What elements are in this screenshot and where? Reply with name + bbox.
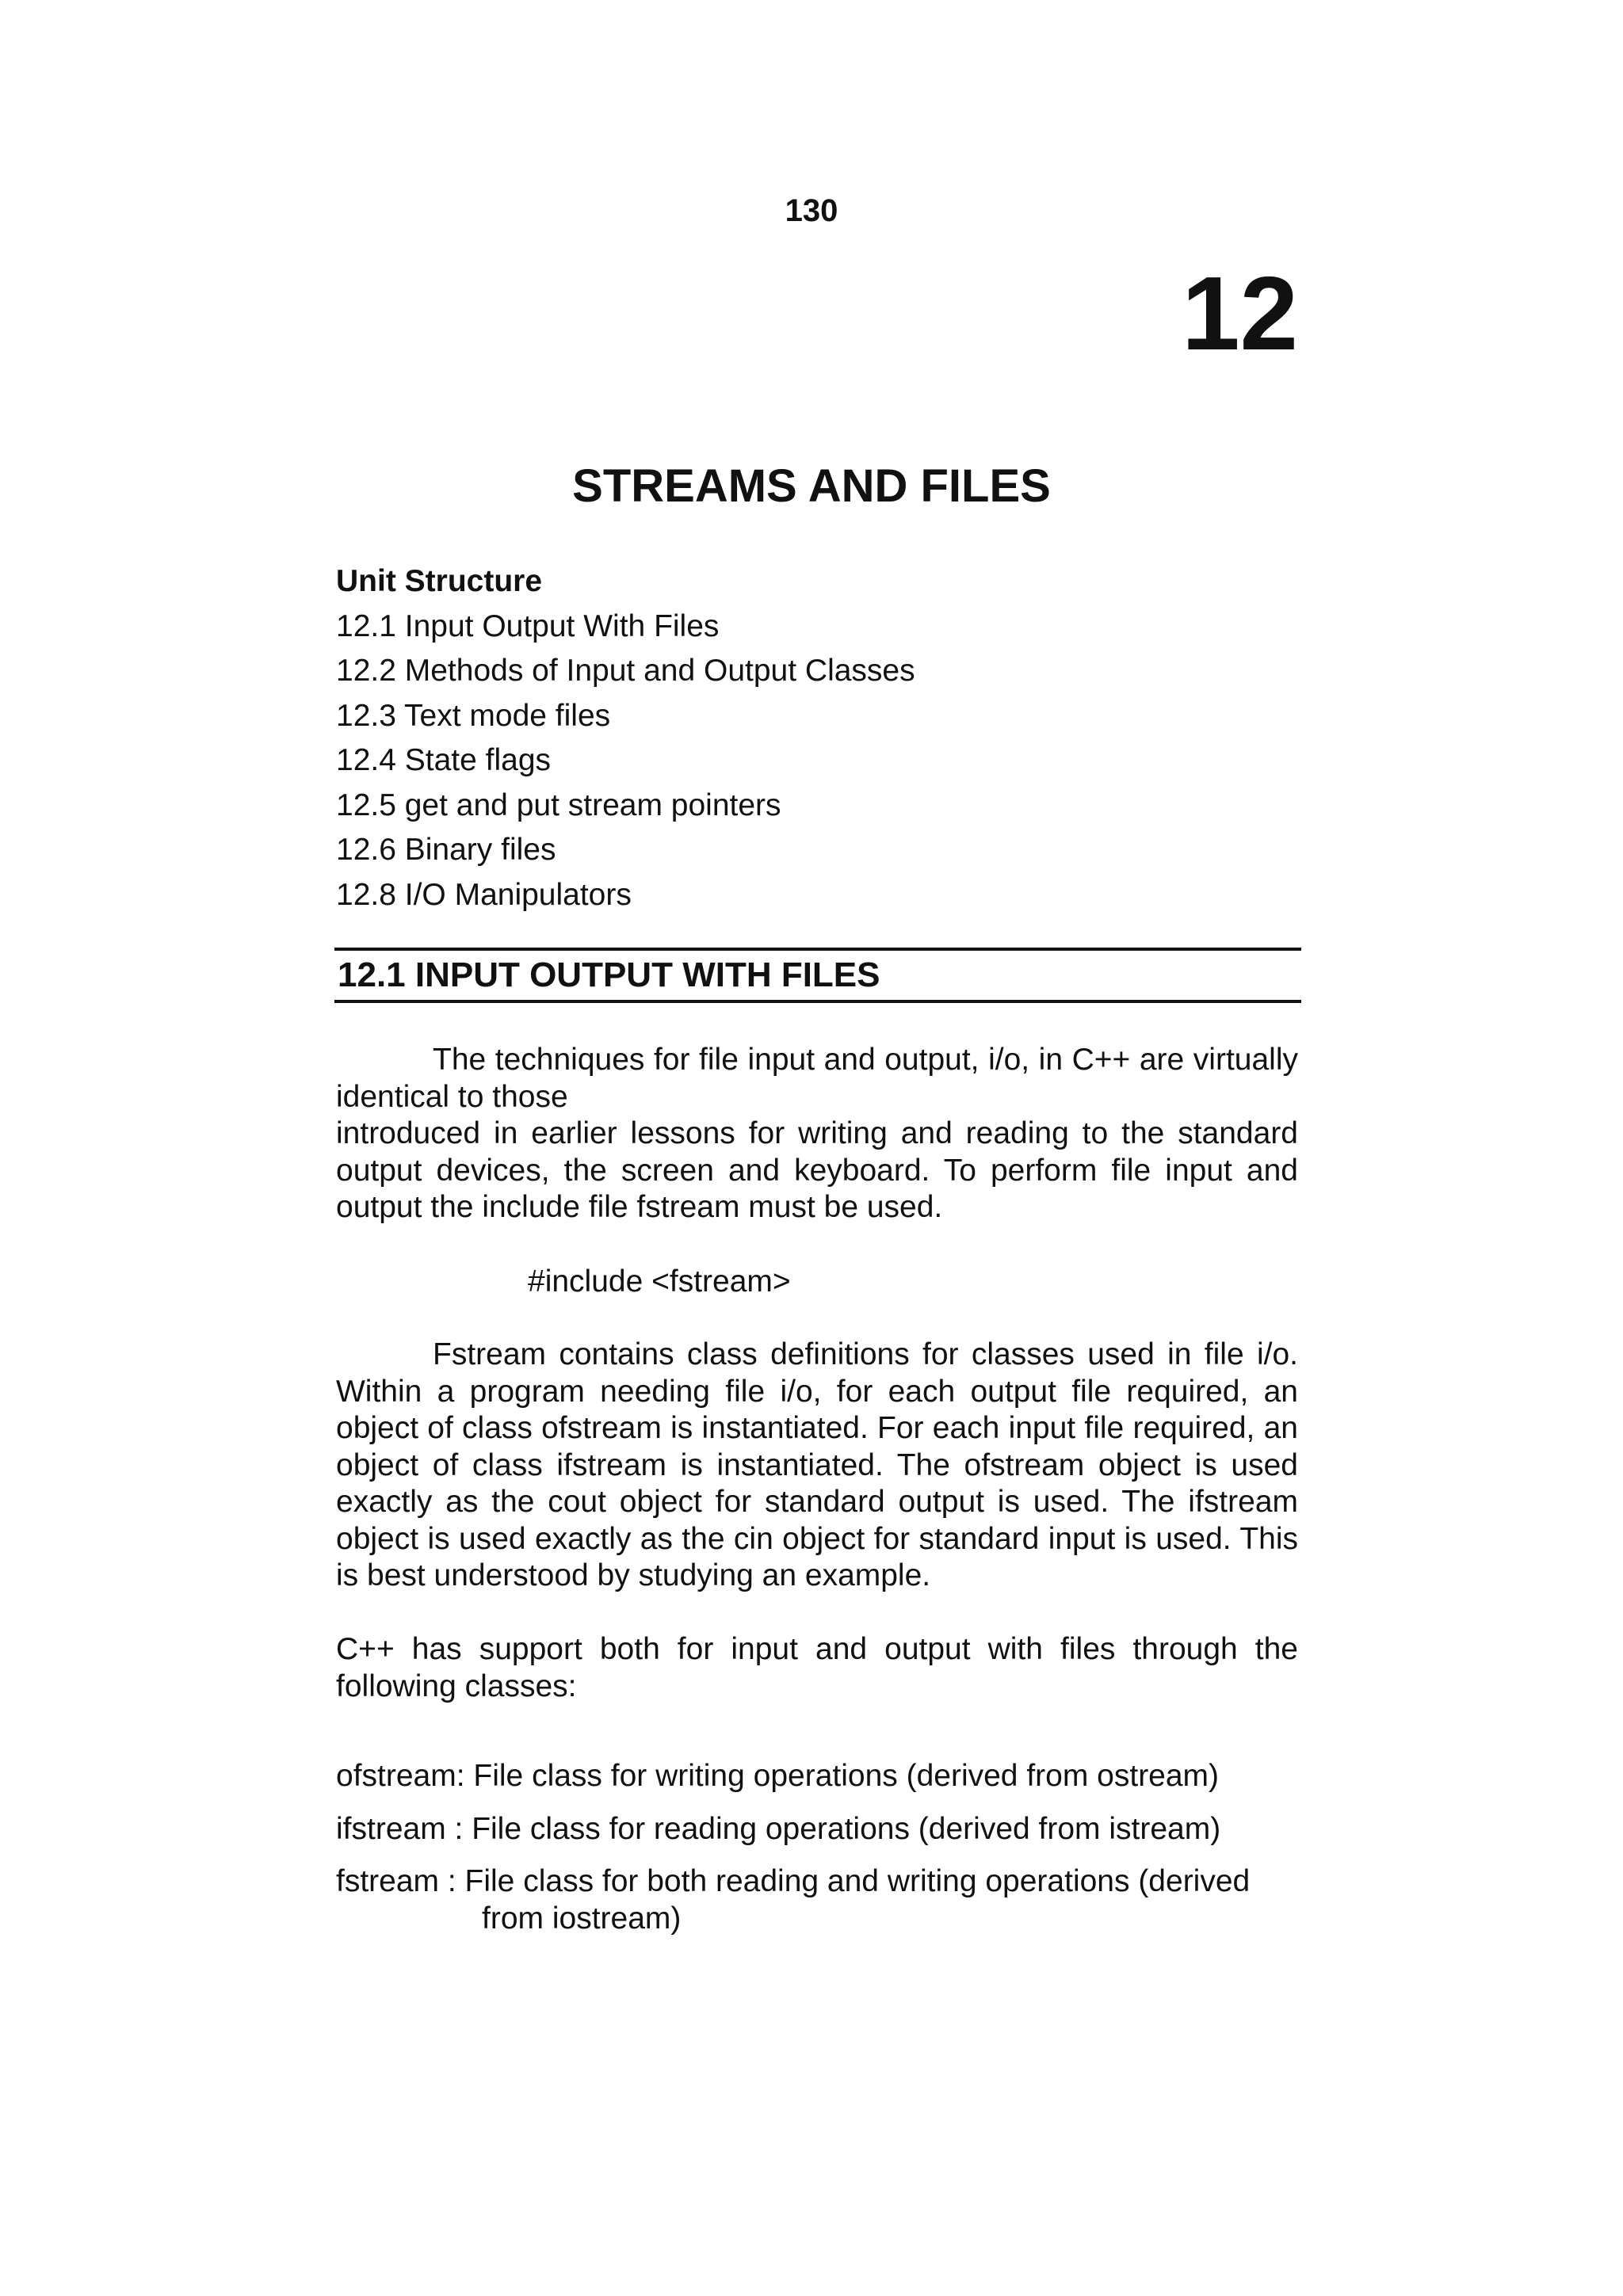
body-paragraph: The techniques for file input and output, i/o, in C++ are virtually identical to those (336, 1043, 1298, 1114)
unit-structure-item: 12.1 Input Output With Files (336, 608, 720, 643)
chapter-title: STREAMS AND FILES (572, 460, 1051, 512)
unit-structure-item: 12.3 Text mode files (336, 698, 611, 733)
section-heading: 12.1 INPUT OUTPUT WITH FILES (334, 948, 1301, 1003)
unit-structure-list (336, 605, 1303, 918)
unit-structure-item: 12.4 State flags (336, 743, 552, 777)
class-definition-fstream (336, 1863, 1298, 1937)
class-definition-ifstream: ifstream : File class for reading operations (derived from istream) (336, 1812, 1221, 1846)
unit-structure-item: 12.5 get and put stream pointers (336, 788, 781, 822)
code-include-line: #include <fstream> (528, 1264, 791, 1299)
class-definition-fstream-continuation: from iostream) (482, 1901, 682, 1936)
unit-structure-item: 12.8 I/O Manipulators (336, 877, 632, 912)
class-definition-ofstream: ofstream: File class for writing operations (derived from ostream) (336, 1759, 1220, 1793)
body-paragraph: Fstream contains class definitions for classes used in file i/o. Within a program needing file i/o, for each output file required, an object of class ofstream is instantiated. For each input file required, an object of class ifstream is instantiated. The ofstream object is used exactly as the cout object for standard output is used. The ifstream object is used exactly as the cin object for standard input is used. This is best understood by studying an example. (336, 1337, 1298, 1592)
body-paragraph: C++ has support both for input and output with files through the following classes: (336, 1632, 1298, 1703)
class-definition-fstream-line: fstream : File class for both reading and writing operations (derived (336, 1864, 1251, 1898)
body-paragraph: introduced in earlier lessons for writing and reading to the standard output devices, the screen and keyboard. To perform file input and output the include file fstream must be used. (336, 1116, 1298, 1224)
page-number: 130 (785, 193, 838, 228)
unit-structure-item: 12.2 Methods of Input and Output Classes (336, 654, 915, 688)
unit-structure-heading: Unit Structure (336, 564, 543, 598)
chapter-number: 12 (1182, 255, 1298, 372)
unit-structure (336, 559, 1303, 917)
unit-structure-item: 12.6 Binary files (336, 833, 556, 867)
